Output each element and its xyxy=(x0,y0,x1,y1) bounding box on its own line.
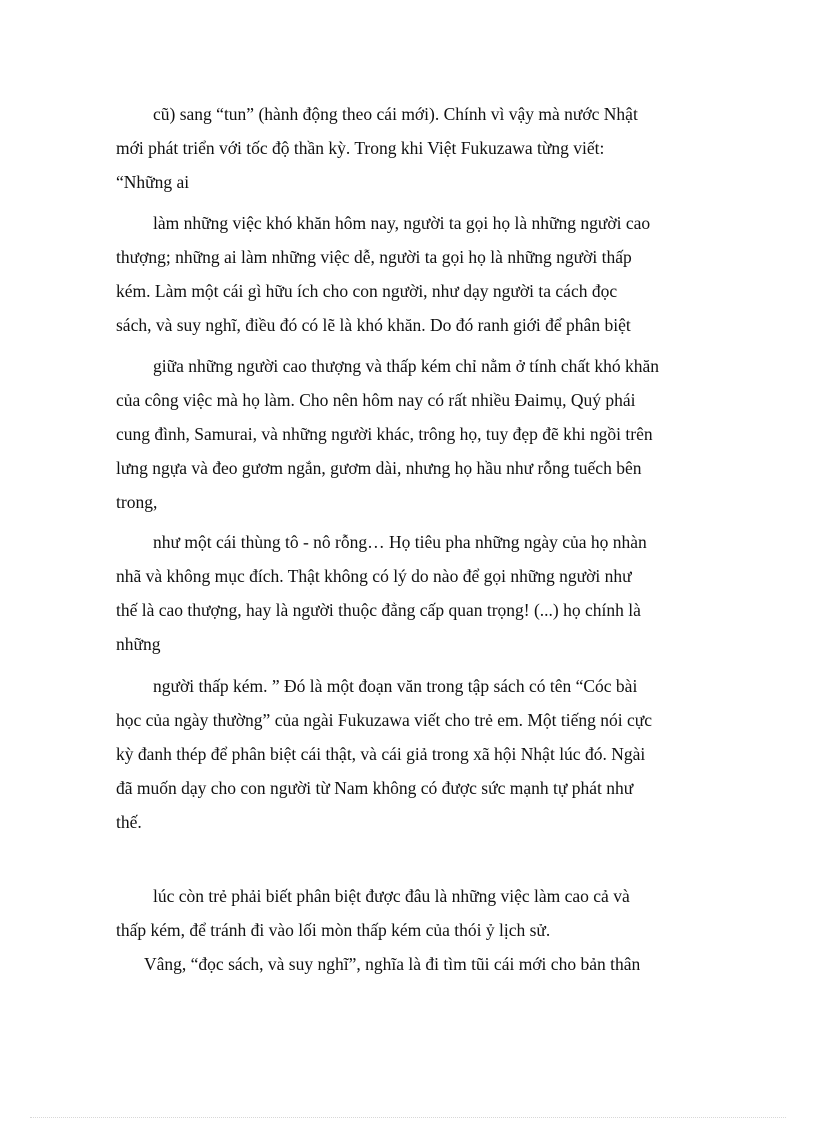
page-bottom-rule xyxy=(30,1117,786,1118)
text-line: giữa những người cao thượng và thấp kém chỉ nằm ở tính chất khó khăn xyxy=(153,356,660,376)
text-line: sách, và suy nghĩ, điều đó có lẽ là khó khăn. Do đó ranh giới để phân biệt xyxy=(116,315,631,335)
text-line: nhã và không mục đích. Thật không có lý do nào để gọi những người như xyxy=(116,566,632,586)
text-line: như một cái thùng tô - nô rỗng… Họ tiêu pha những ngày của họ nhàn xyxy=(153,532,647,552)
text-line: người thấp kém. ” Đó là một đoạn văn trong tập sách có tên “Cóc bài xyxy=(153,676,638,696)
text-line: thế. xyxy=(116,812,142,832)
text-line: thấp kém, để tránh đi vào lối mòn thấp kém của thói ỷ lịch sử. xyxy=(116,920,551,940)
text-line: của công việc mà họ làm. Cho nên hôm nay có rất nhiều Đaimụ, Quý phái xyxy=(116,390,636,410)
text-line: kém. Làm một cái gì hữu ích cho con người, như dạy người ta cách đọc xyxy=(116,281,618,301)
text-line: Vâng, “đọc sách, và suy nghĩ”, nghĩa là đi tìm tũi cái mới cho bản thân xyxy=(144,954,641,974)
text-line: lưng ngựa và đeo gươm ngắn, gươm dài, nhưng họ hầu như rỗng tuếch bên xyxy=(116,458,642,478)
text-line: những xyxy=(116,634,161,654)
text-line: thế là cao thượng, hay là người thuộc đẳng cấp quan trọng! (...) họ chính là xyxy=(116,600,641,620)
text-line: đã muốn dạy cho con người từ Nam không có được sức mạnh tự phát như xyxy=(116,778,634,798)
text-line: học của ngày thường” của ngài Fukuzawa viết cho trẻ em. Một tiếng nói cực xyxy=(116,710,653,730)
text-line: “Những ai xyxy=(116,172,190,192)
text-line: làm những việc khó khăn hôm nay, người ta gọi họ là những người cao xyxy=(153,213,651,233)
text-line: mới phát triển với tốc độ thần kỳ. Trong khi Việt Fukuzawa từng viết: xyxy=(116,138,605,158)
text-line: cung đình, Samurai, và những người khác, trông họ, tuy đẹp đẽ khi ngồi trên xyxy=(116,424,653,444)
text-line: thượng; những ai làm những việc dễ, người ta gọi họ là những người thấp xyxy=(116,247,632,267)
text-line: trong, xyxy=(116,492,158,512)
text-line: lúc còn trẻ phải biết phân biệt được đâu là những việc làm cao cả và xyxy=(153,886,630,906)
text-line: cũ) sang “tun” (hành động theo cái mới). Chính vì vậy mà nước Nhật xyxy=(153,104,638,124)
text-line: kỳ đanh thép để phân biệt cái thật, và cái giả trong xã hội Nhật lúc đó. Ngài xyxy=(116,744,646,764)
